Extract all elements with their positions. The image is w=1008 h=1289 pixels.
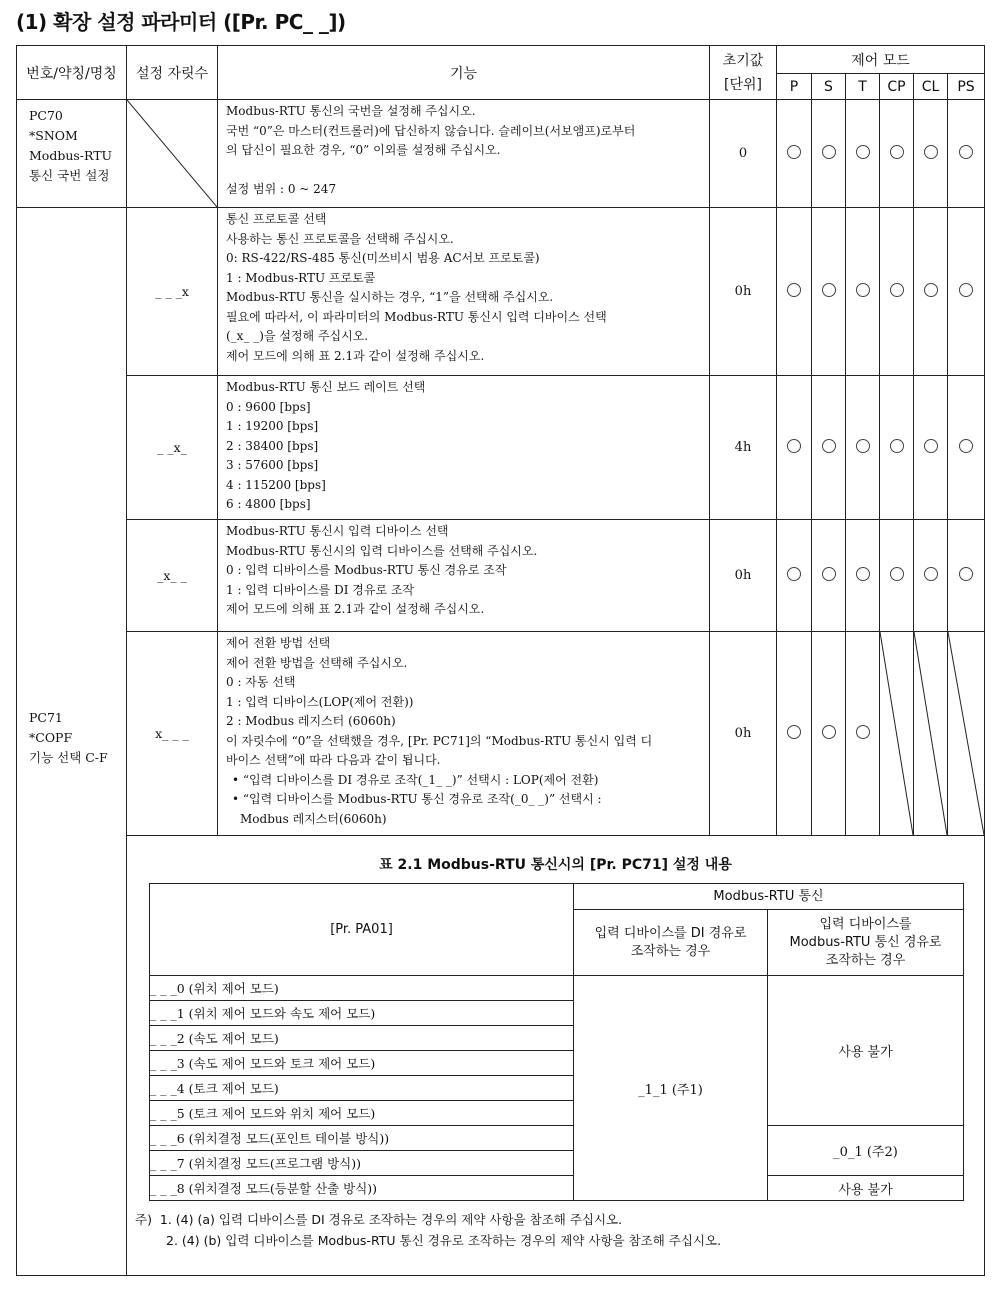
table-row	[17, 208, 985, 376]
mode-na	[914, 632, 948, 836]
func-line: 바이스 선택”에 따라 다음과 같이 됩니다.	[226, 753, 441, 767]
header-mode-t: T	[846, 74, 880, 100]
diagonal-line	[914, 632, 947, 835]
parameter-table	[16, 45, 985, 1276]
circle-icon	[890, 283, 904, 297]
func-line: 0 : 9600 [bps]	[226, 399, 311, 414]
table21-row: _ _ _0 (위치 제어 모드)	[150, 976, 574, 1001]
func-line: 2 : Modbus 레지스터 (6060h)	[226, 714, 396, 728]
func-line: 1 : 입력 디바이스(LOP(제어 전환))	[226, 694, 414, 709]
table-row	[17, 520, 985, 632]
note-prefix: 주)	[135, 1212, 152, 1227]
table21-modbus-unavailable-2: 사용 불가	[768, 1176, 964, 1201]
func-line: 필요에 따라서, 이 파라미터의 Modbus-RTU 통신시 입력 디바이스 선택	[226, 309, 607, 324]
pc70-function	[218, 100, 710, 208]
mode-mark	[846, 632, 880, 836]
circle-icon	[787, 439, 801, 453]
circle-icon	[822, 725, 836, 739]
mode-mark	[777, 208, 812, 376]
diagonal-line	[948, 632, 984, 835]
table21-row: _ _ _1 (위치 제어 모드와 속도 제어 모드)	[150, 1001, 574, 1026]
notes	[135, 1209, 984, 1251]
circle-icon	[822, 439, 836, 453]
table21-row: _ _ _8 (위치결정 모드(등분할 산출 방식))	[150, 1176, 574, 1201]
table21-modbus-unavailable: 사용 불가	[768, 976, 964, 1126]
table-row	[17, 100, 985, 208]
mode-mark	[914, 376, 948, 520]
table-row	[17, 836, 985, 1276]
circle-icon	[890, 567, 904, 581]
circle-icon	[787, 567, 801, 581]
mode-mark	[914, 520, 948, 632]
func-line: 제어 전환 방법 선택	[226, 636, 331, 650]
func-line: 0 : 자동 선택	[226, 675, 296, 689]
circle-icon	[924, 567, 938, 581]
pc70-name-line2: 통신 국번 설정	[29, 168, 110, 183]
circle-icon	[890, 145, 904, 159]
header-function: 기능	[218, 46, 710, 100]
pc71-digit-2: _ _x_	[127, 376, 218, 520]
note-item: 1. (4) (a) 입력 디바이스를 DI 경유로 조작하는 경우의 제약 사항을 참조해 주십시오.	[159, 1212, 623, 1227]
table21-header-group: Modbus-RTU 통신	[574, 884, 964, 910]
func-line: 사용하는 통신 프로토콜을 선택해 주십시오.	[226, 231, 454, 246]
circle-icon	[890, 439, 904, 453]
pc71-function-2	[218, 376, 710, 520]
mode-mark	[812, 100, 846, 208]
mode-mark	[812, 208, 846, 376]
mode-mark	[812, 520, 846, 632]
func-line: 0 : 입력 디바이스를 Modbus-RTU 통신 경유로 조작	[226, 563, 507, 577]
func-line: Modbus 레지스터(6060h)	[240, 811, 387, 826]
mode-mark	[846, 520, 880, 632]
header-line: 입력 디바이스를	[819, 916, 912, 932]
diagonal-line	[880, 632, 913, 835]
func-line: Modbus-RTU 통신시의 입력 디바이스를 선택해 주십시오.	[226, 543, 538, 558]
func-line: (_x_ _)을 설정해 주십시오.	[226, 329, 369, 343]
pc71-name	[17, 208, 127, 1276]
func-line: • “입력 디바이스를 Modbus-RTU 통신 경유로 조작(_0_ _)” 선택시 :	[232, 792, 602, 806]
circle-icon	[787, 283, 801, 297]
mode-mark	[914, 208, 948, 376]
table21-modbus-value: _0_1 (주2)	[768, 1126, 964, 1176]
circle-icon	[787, 145, 801, 159]
func-line: 1 : 19200 [bps]	[226, 419, 319, 433]
mode-mark	[777, 376, 812, 520]
mode-mark	[777, 100, 812, 208]
func-line: 0: RS-422/RS-485 통신(미쓰비시 범용 AC서보 프로토콜)	[226, 251, 540, 265]
mode-mark	[846, 100, 880, 208]
pc71-initial-1: 0h	[710, 208, 777, 376]
note-line	[135, 1209, 984, 1230]
func-line: Modbus-RTU 통신시 입력 디바이스 선택	[226, 524, 449, 538]
header-line: 입력 디바이스를 DI 경유로	[594, 925, 747, 941]
note-item: 2. (4) (b) 입력 디바이스를 Modbus-RTU 통신 경유로 조작하는 경우의 제약 사항을 참조해 주십시오.	[166, 1233, 722, 1248]
page-title: (1) 확장 설정 파라미터 ([Pr. PC_ _])	[16, 10, 346, 34]
table21-row: _ _ _3 (속도 제어 모드와 토크 제어 모드)	[150, 1051, 574, 1076]
pc71-digit-3: _x_ _	[127, 520, 218, 632]
func-line: 제어 전환 방법을 선택해 주십시오.	[226, 655, 408, 670]
func-line: Modbus-RTU 통신의 국번을 설정해 주십시오.	[226, 104, 476, 118]
pc70-number: PC70	[29, 108, 63, 123]
mode-mark	[948, 100, 985, 208]
circle-icon	[959, 567, 973, 581]
header-control-mode: 제어 모드	[777, 46, 985, 74]
circle-icon	[856, 145, 870, 159]
mode-mark	[880, 208, 914, 376]
func-line: 4 : 115200 [bps]	[226, 477, 326, 492]
func-line: 국번 “0”은 마스터(컨트롤러)에 답신하지 않습니다. 슬레이브(서보앰프)로부터	[226, 123, 636, 138]
func-line: 1 : Modbus-RTU 프로토콜	[226, 270, 376, 285]
mode-mark	[846, 208, 880, 376]
header-initial-label: 초기값	[722, 52, 764, 69]
header-mode-cp: CP	[880, 74, 914, 100]
pc71-function-4	[218, 632, 710, 836]
circle-icon	[959, 145, 973, 159]
pc70-digit-empty	[127, 100, 218, 208]
table21-header-di	[574, 910, 768, 976]
circle-icon	[924, 439, 938, 453]
header-name: 번호/약칭/명칭	[17, 46, 127, 100]
func-line: 1 : 입력 디바이스를 DI 경유로 조작	[226, 582, 415, 597]
func-line: 제어 모드에 의해 표 2.1과 같이 설정해 주십시오.	[226, 602, 485, 616]
pc71-initial-4: 0h	[710, 632, 777, 836]
table-row	[17, 632, 985, 836]
mode-na	[948, 632, 985, 836]
header-line: 조작하는 경우	[630, 943, 711, 959]
header-mode-ps: PS	[948, 74, 985, 100]
header-initial-unit: [단위]	[724, 76, 762, 93]
mode-mark	[948, 376, 985, 520]
circle-icon	[924, 145, 938, 159]
circle-icon	[787, 725, 801, 739]
func-line: 설정 범위 : 0 ~ 247	[226, 182, 337, 196]
func-line: • “입력 디바이스를 DI 경유로 조작(_1_ _)” 선택시 : LOP(제어 전환)	[232, 772, 599, 787]
func-line: 의 답신이 필요한 경우, “0” 이외를 설정해 주십시오.	[226, 143, 501, 157]
mode-mark	[914, 100, 948, 208]
mode-mark	[812, 632, 846, 836]
header-line: 조작하는 경우	[825, 952, 906, 968]
diagonal-line	[127, 100, 217, 207]
func-line: 제어 모드에 의해 표 2.1과 같이 설정해 주십시오.	[226, 348, 485, 363]
pc71-digit-4: x_ _ _	[127, 632, 218, 836]
pc70-abbrev: *SNOM	[29, 128, 78, 143]
pc71-digit-1: _ _ _x	[127, 208, 218, 376]
header-mode-p: P	[777, 74, 812, 100]
header-mode-s: S	[812, 74, 846, 100]
header-initial	[710, 46, 777, 100]
pc71-abbrev: *COPF	[29, 730, 73, 745]
pc71-function-1	[218, 208, 710, 376]
mode-mark	[812, 376, 846, 520]
func-line: Modbus-RTU 통신을 실시하는 경우, “1”을 선택해 주십시오.	[226, 290, 554, 304]
pc71-name-line: 기능 선택 C-F	[29, 750, 108, 765]
circle-icon	[959, 283, 973, 297]
table21-row: _ _ _6 (위치결정 모드(포인트 테이블 방식))	[150, 1126, 574, 1151]
pc71-number: PC71	[29, 710, 63, 725]
mode-mark	[880, 100, 914, 208]
mode-na	[880, 632, 914, 836]
header-line: Modbus-RTU 통신 경유로	[789, 934, 942, 950]
table21-header-pa01: [Pr. PA01]	[150, 884, 574, 976]
header-digit: 설정 자릿수	[127, 46, 218, 100]
pc70-name	[17, 100, 127, 208]
circle-icon	[856, 567, 870, 581]
table21-title: 표 2.1 Modbus-RTU 통신시의 [Pr. PC71] 설정 내용	[379, 857, 732, 873]
mode-mark	[880, 520, 914, 632]
pc71-initial-2: 4h	[710, 376, 777, 520]
table21-header-modbus	[768, 910, 964, 976]
func-line: 통신 프로토콜 선택	[226, 212, 327, 226]
circle-icon	[924, 283, 938, 297]
mode-mark	[777, 520, 812, 632]
table21-row: _ _ _5 (토크 제어 모드와 위치 제어 모드)	[150, 1101, 574, 1126]
mode-mark	[948, 520, 985, 632]
table21-row: _ _ _4 (토크 제어 모드)	[150, 1076, 574, 1101]
mode-mark	[880, 376, 914, 520]
mode-mark	[948, 208, 985, 376]
circle-icon	[959, 439, 973, 453]
pc71-initial-3: 0h	[710, 520, 777, 632]
table21-di-value: _1_1 (주1)	[574, 976, 768, 1201]
func-line: 3 : 57600 [bps]	[226, 458, 319, 472]
table21-container	[127, 836, 985, 1276]
circle-icon	[856, 283, 870, 297]
mode-mark	[846, 376, 880, 520]
func-line: 6 : 4800 [bps]	[226, 497, 311, 511]
circle-icon	[822, 567, 836, 581]
table21-row: _ _ _2 (속도 제어 모드)	[150, 1026, 574, 1051]
table21	[149, 883, 964, 1201]
mode-mark	[777, 632, 812, 836]
func-line: 2 : 38400 [bps]	[226, 438, 319, 453]
func-line	[226, 161, 705, 181]
table-row	[17, 376, 985, 520]
table21-row: _ _ _7 (위치결정 모드(프로그램 방식))	[150, 1151, 574, 1176]
circle-icon	[822, 145, 836, 159]
func-line: 이 자릿수에 “0”을 선택했을 경우, [Pr. PC71]의 “Modbus-RTU 통신시 입력 디	[226, 733, 653, 748]
pc70-name-line1: Modbus-RTU	[29, 148, 113, 163]
header-mode-cl: CL	[914, 74, 948, 100]
pc71-function-3	[218, 520, 710, 632]
pc70-initial: 0	[710, 100, 777, 208]
func-line: Modbus-RTU 통신 보드 레이트 선택	[226, 380, 426, 394]
circle-icon	[856, 725, 870, 739]
circle-icon	[856, 439, 870, 453]
circle-icon	[822, 283, 836, 297]
